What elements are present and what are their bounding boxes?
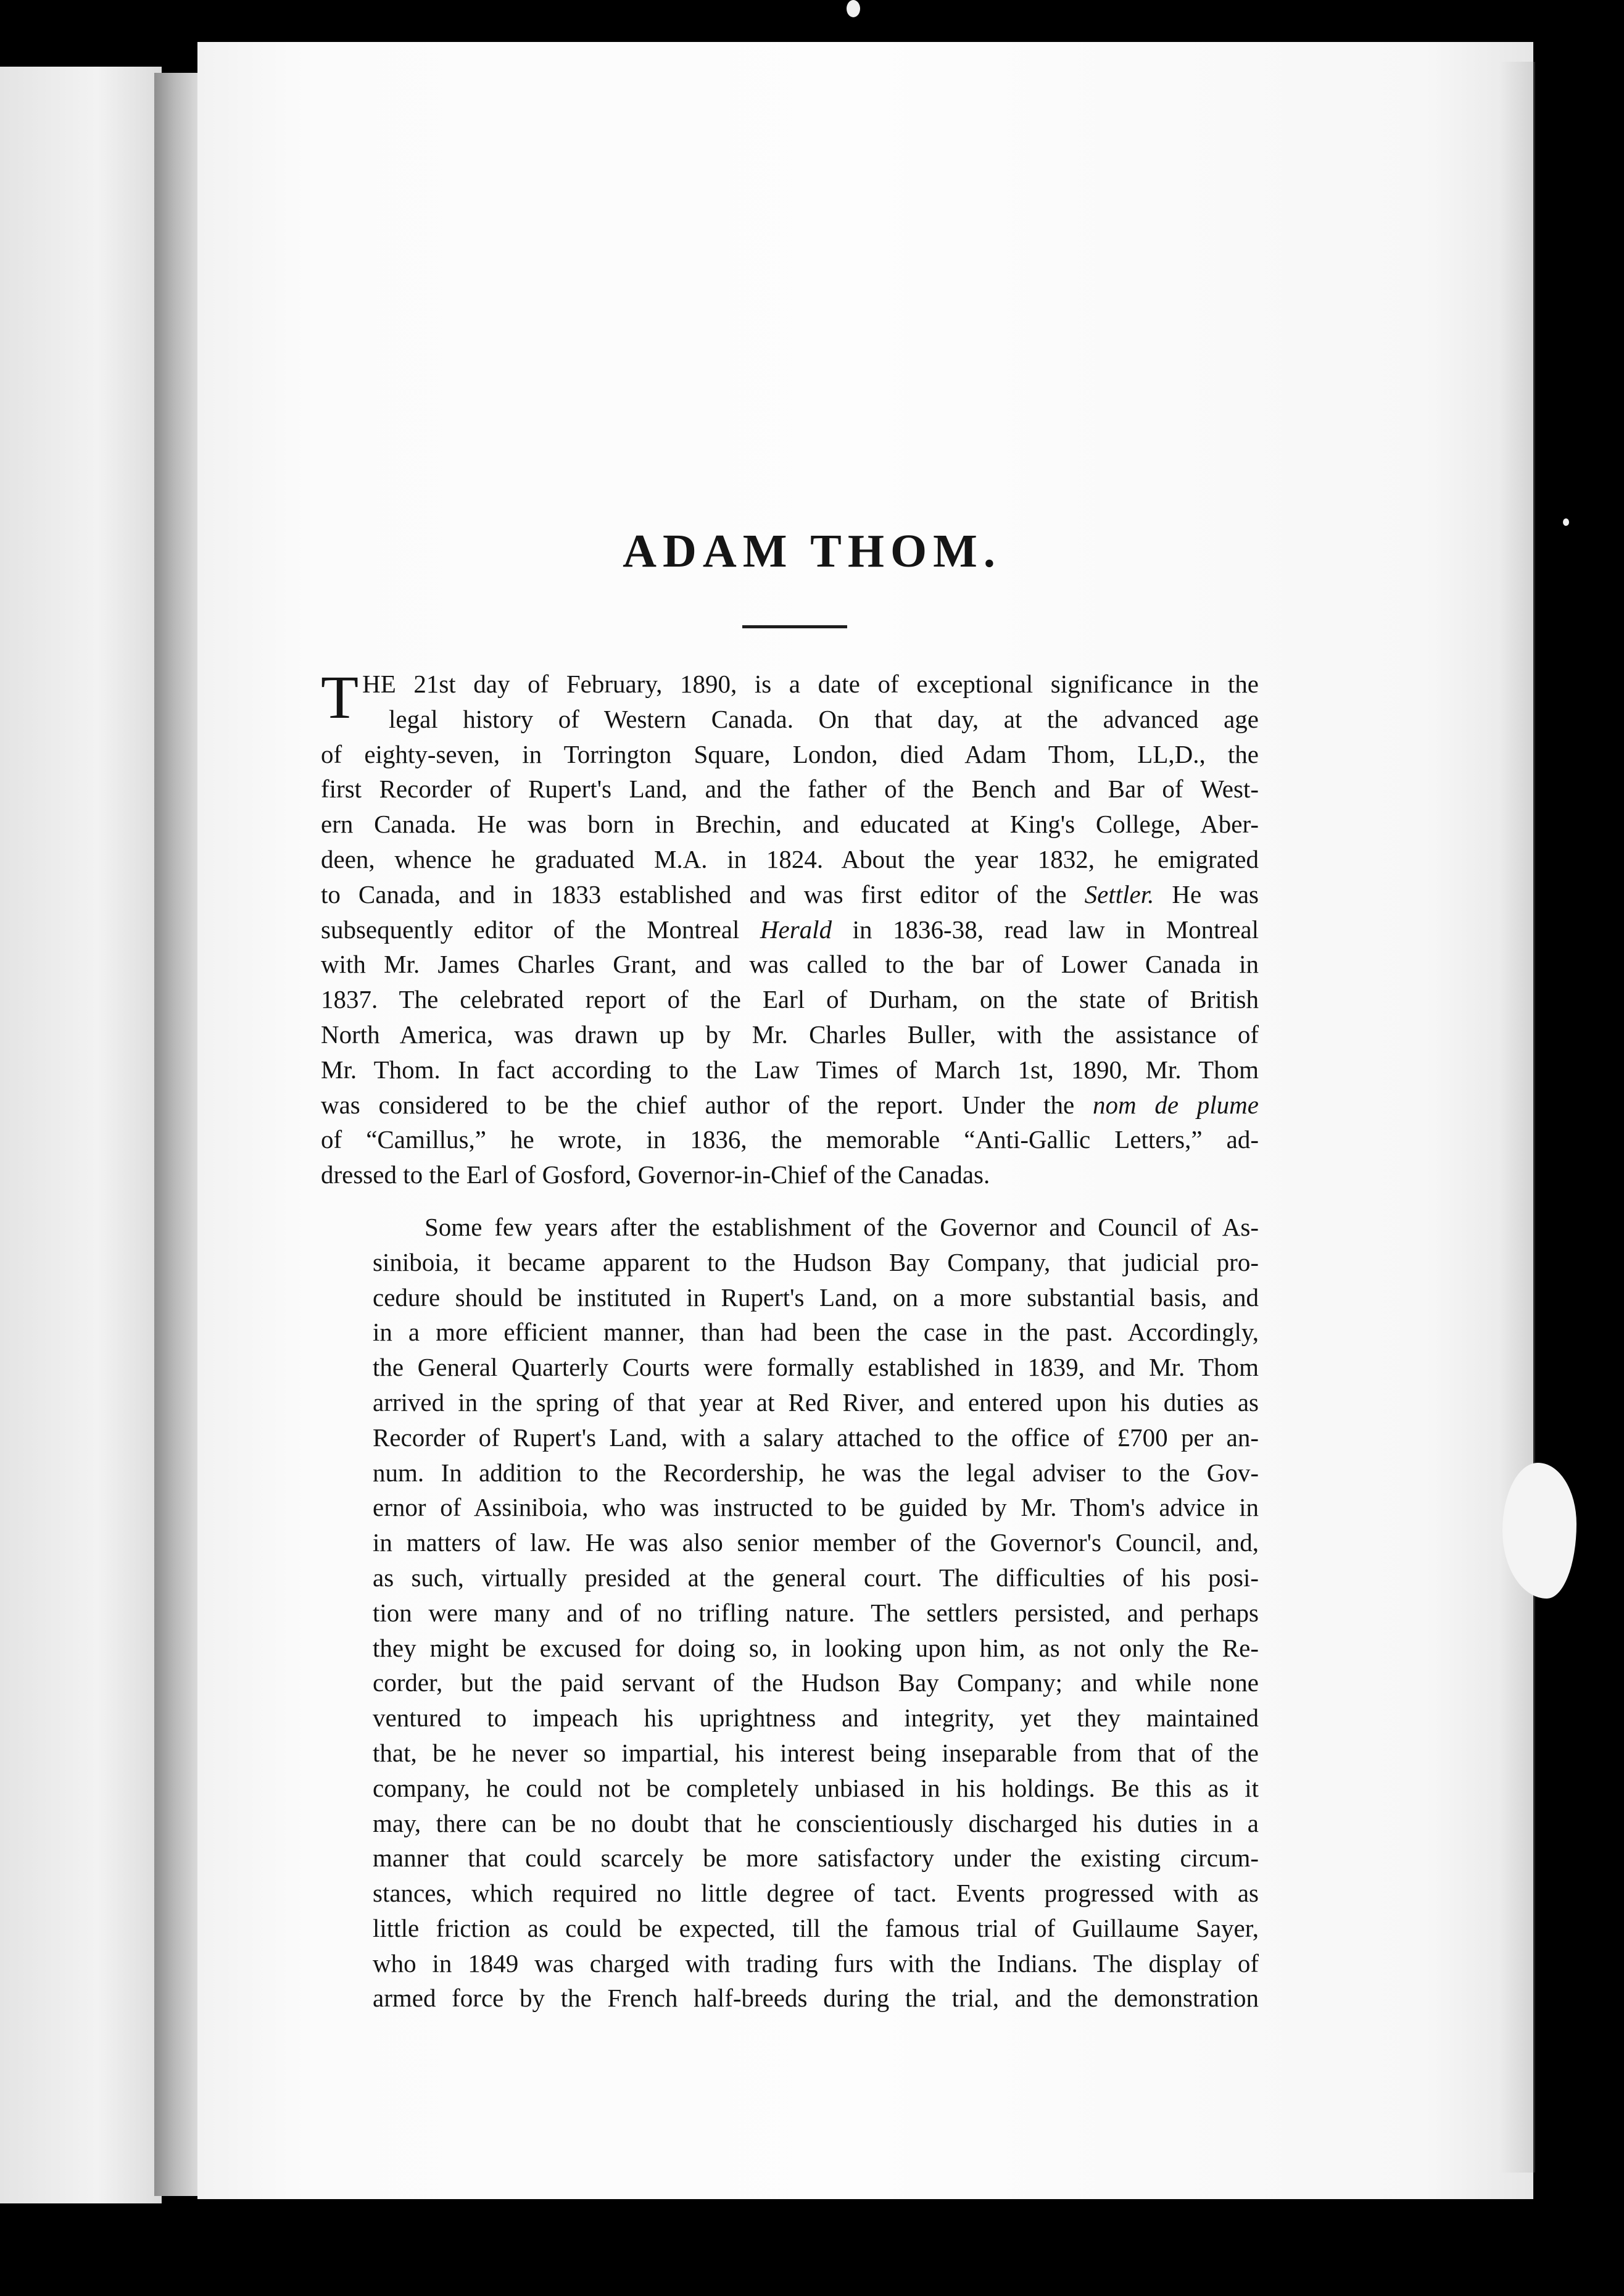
text-line: deen, whence he graduated M.A. in 1824. About the year 1832, he emigrated: [321, 844, 1259, 873]
article-title: ADAM THOM.: [623, 525, 1001, 577]
text-line: may, there can be no doubt that he conscientiously discharged his duties in a: [373, 1808, 1259, 1837]
scan-speck: [847, 0, 860, 17]
text-line: cedure should be instituted in Rupert's Land, on a more substantial basis, and: [373, 1283, 1259, 1312]
text-segment: He was: [1154, 880, 1259, 909]
text-line: that, be he never so impartial, his interest being inseparable from that of the: [373, 1738, 1259, 1767]
text-segment: to Canada, and in 1833 established and was first editor of the: [321, 880, 1085, 909]
text-line: ventured to impeach his uprightness and integrity, yet they maintained: [373, 1703, 1259, 1732]
italic-title: Settler.: [1084, 880, 1154, 909]
drop-cap: T: [321, 663, 359, 731]
text-line: stances, which required no little degree of tact. Events progressed with as: [373, 1879, 1259, 1908]
text-line: HE 21st day of February, 1890, is a date of exceptional significance in the: [362, 670, 1259, 698]
text-line: as such, virtually presided at the general court. The difficulties of his posi-: [373, 1563, 1259, 1592]
text-line: North America, was drawn up by Mr. Charles Buller, with the assistance of: [321, 1020, 1259, 1049]
paragraph-2: [321, 1210, 1259, 2016]
text-line: legal history of Western Canada. On that day, at the advanced age: [389, 704, 1259, 733]
italic-phrase: nom de plume: [1092, 1090, 1259, 1119]
text-line: who in 1849 was charged with trading furs with the Indians. The display of: [373, 1949, 1259, 1978]
text-line: armed force by the French half-breeds during the trial, and the demonstration: [373, 1984, 1259, 2013]
text-line: Recorder of Rupert's Land, with a salary attached to the office of £700 per an-: [373, 1423, 1259, 1452]
text-line: [321, 877, 1259, 912]
text-line: ern Canada. He was born in Brechin, and educated at King's College, Aber-: [321, 810, 1259, 839]
text-line: ernor of Assiniboia, who was instructed to be guided by Mr. Thom's advice in: [373, 1493, 1259, 1522]
text-line: in matters of law. He was also senior member of the Governor's Council, and,: [373, 1528, 1259, 1557]
text-line: first Recorder of Rupert's Land, and the father of the Bench and Bar of West-: [321, 775, 1259, 804]
text-line: dressed to the Earl of Gosford, Governor-in-Chief of the Canadas.: [321, 1160, 990, 1189]
text-line: with Mr. James Charles Grant, and was called to the bar of Lower Canada in: [321, 950, 1259, 979]
text-line: little friction as could be expected, till the famous trial of Guillaume Sayer,: [373, 1913, 1259, 1942]
text-line: they might be excused for doing so, in looking upon him, as not only the Re-: [373, 1633, 1259, 1662]
text-line: tion were many and of no trifling nature. The settlers persisted, and perhaps: [373, 1598, 1259, 1627]
paragraph-1: [321, 663, 1259, 1192]
text-line: the General Quarterly Courts were formally established in 1839, and Mr. Thom: [373, 1353, 1259, 1382]
left-page-edge: [0, 67, 162, 2203]
text-line: arrived in the spring of that year at Red River, and entered upon his duties as: [373, 1387, 1259, 1416]
text-line: of “Camillus,” he wrote, in 1836, the memorable “Anti-Gallic Letters,” ad-: [321, 1125, 1259, 1154]
text-line: [321, 912, 1259, 947]
text-line: of eighty-seven, in Torrington Square, London, died Adam Thom, LL,D., the: [321, 739, 1259, 768]
text-line: Mr. Thom. In fact according to the Law Times of March 1st, 1890, Mr. Thom: [321, 1055, 1259, 1084]
text-segment: was considered to be the chief author of the report. Under the: [321, 1090, 1093, 1119]
gutter-shadow: [154, 73, 204, 2196]
text-line: corder, but the paid servant of the Hudson Bay Company; and while none: [373, 1668, 1259, 1697]
text-line: siniboia, it became apparent to the Hudson Bay Company, that judicial pro-: [373, 1247, 1259, 1276]
text-line: manner that could scarcely be more satisfactory under the existing circum-: [373, 1844, 1259, 1873]
italic-title: Herald: [760, 915, 832, 944]
text-line: [321, 1088, 1259, 1123]
text-line: num. In addition to the Recordership, he was the legal adviser to the Gov-: [373, 1458, 1259, 1487]
page-edge-shading: [1499, 62, 1535, 2173]
title-rule: [742, 625, 847, 628]
text-segment: in 1836-38, read law in Montreal: [832, 915, 1259, 944]
text-segment: subsequently editor of the Montreal: [321, 915, 760, 944]
article-body: [321, 663, 1259, 2016]
text-line: in a more efficient manner, than had been the case in the past. Accordingly,: [373, 1318, 1259, 1347]
text-line: Some few years after the establishment of the Governor and Council of As-: [425, 1212, 1259, 1241]
text-line: 1837. The celebrated report of the Earl of Durham, on the state of British: [321, 985, 1259, 1014]
text-line: company, he could not be completely unbiased in his holdings. Be this as it: [373, 1773, 1259, 1802]
